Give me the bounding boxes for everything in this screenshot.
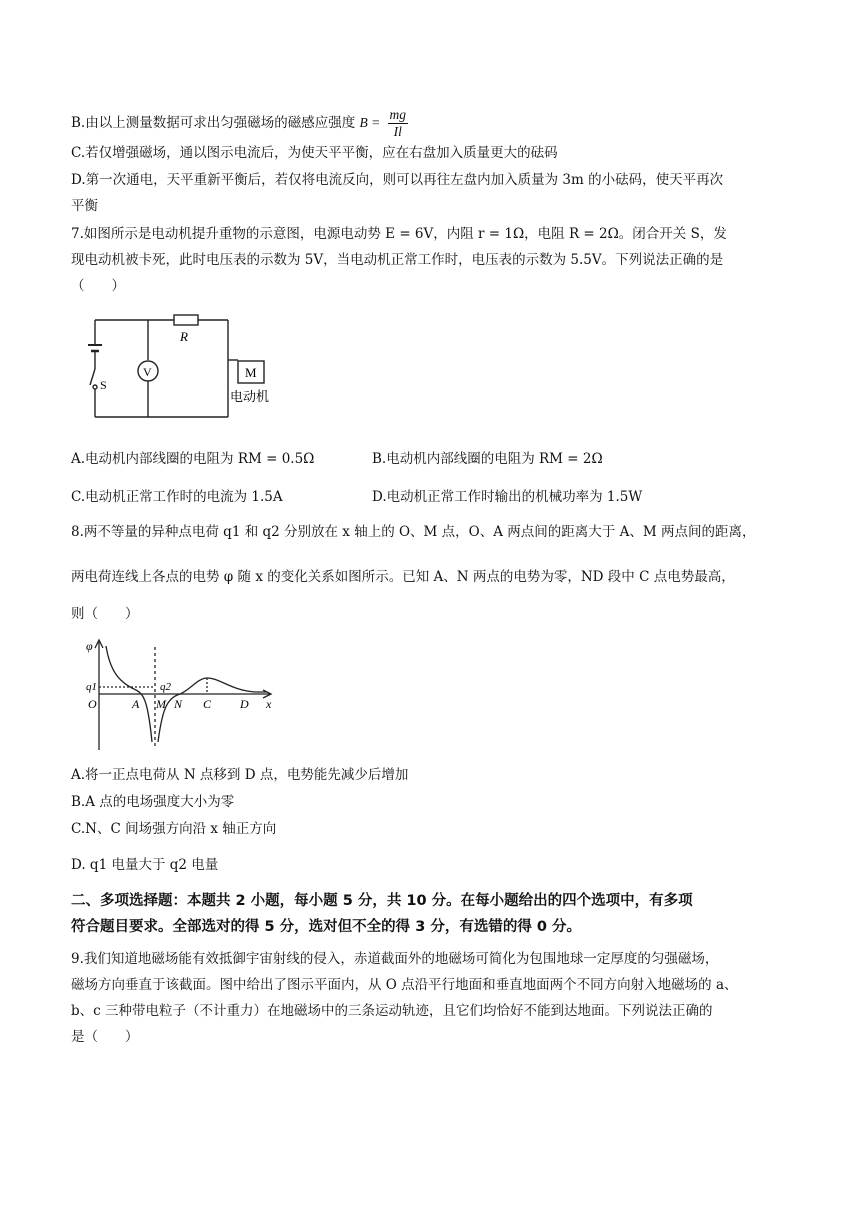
motor-symbol-label: M [245,365,257,380]
fraction-denominator: Il [393,124,402,139]
q6-option-d-line2: 平衡 [71,198,98,214]
q7-option-d: D.电动机正常工作时输出的机械功率为 1.5W [372,489,643,505]
q7-stem-line2: 现电动机被卡死，此时电压表的示数为 5V，当电动机正常工作时，电压表的示数为 5.5V。下列说法正确的是 [71,252,724,268]
graph-q2-label: q2 [160,681,171,693]
q9-line3: b、c 三种带电粒子（不计重力）在地磁场中的三条运动轨迹，且它们均恰好不能到达地面。下列说法正确的 [71,1003,713,1019]
q8-option-c: C.N、C 间场强方向沿 x 轴正方向 [71,821,277,837]
q6-option-d-line1: D.第一次通电，天平重新平衡后，若仅将电流反向，则可以再往左盘内加入质量为 3m 的小砝码，使天平再次 [71,172,724,188]
q8-stem-line3: 则（ ） [71,606,139,622]
graph-o-label: O [88,697,97,711]
graph-a-label: A [132,697,140,711]
potential-graph [80,632,290,754]
fraction-numerator: mg [389,107,407,122]
q7-option-b: B.电动机内部线圈的电阻为 RM = 2Ω [372,451,603,467]
q8-option-a: A.将一正点电荷从 N 点移到 D 点，电势能先减少后增加 [71,767,409,783]
resistor-label: R [180,329,188,344]
q6-option-b-fraction [388,107,409,140]
q9-line2: 磁场方向垂直于该截面。图中给出了图示平面内，从 O 点沿平行地面和垂直地面两个不同方向射入地磁场的 a、 [71,977,738,993]
graph-c-label: C [203,697,212,711]
section2-heading-line2: 符合题目要求。全部选对的得 5 分，选对但不全的得 3 分，有选错的得 0 分。 [71,919,582,935]
graph-m-label: M [156,697,166,711]
q6-option-b-formula-lhs: B = [359,115,381,130]
voltmeter-label: V [143,365,152,379]
q6-option-c: C.若仅增强磁场，通以图示电流后，为使天平平衡，应在右盘加入质量更大的砝码 [71,145,558,161]
q7-option-a: A.电动机内部线圈的电阻为 RM = 0.5Ω [71,451,315,467]
graph-q1-label: q1 [86,681,97,693]
q6-option-b [71,107,408,140]
q8-stem-line1: 8.两不等量的异种点电荷 q1 和 q2 分别放在 x 轴上的 O、M 点，O、A 两点间的距离大于 A、M 两点间的距离， [71,524,756,540]
graph-d-label: D [240,697,249,711]
q7-stem-line3: （ ） [71,278,125,294]
q9-line4: 是（ ） [71,1029,139,1045]
q8-option-b: B.A 点的电场强度大小为零 [71,794,235,810]
q6-option-b-text: B.由以上测量数据可求出匀强磁场的磁感应强度 [71,115,356,131]
switch-label: S [100,378,107,392]
motor-caption: 电动机 [230,389,270,404]
section2-heading-line1: 二、多项选择题：本题共 2 小题，每小题 5 分，共 10 分。在每小题给出的四个选项中，有多项 [71,893,693,909]
graph-x-label: x [266,697,272,711]
q8-stem-line2: 两电荷连线上各点的电势 φ 随 x 的变化关系如图所示。已知 A、N 两点的电势为零，ND 段中 C 点电势最高， [71,569,735,585]
q9-line1: 9.我们知道地磁场能有效抵御宇宙射线的侵入，赤道截面外的地磁场可简化为包围地球一定厚度的匀强磁场， [71,951,719,967]
graph-phi-label: φ [86,639,93,653]
graph-n-label: N [174,697,183,711]
q7-stem-line1: 7.如图所示是电动机提升重物的示意图，电源电动势 E = 6V，内阻 r = 1Ω，电阻 R = 2Ω。闭合开关 S，发 [71,226,727,242]
q7-option-c: C.电动机正常工作时的电流为 1.5A [71,489,283,505]
circuit-diagram [70,305,290,425]
q8-option-d: D. q1 电量大于 q2 电量 [71,857,219,873]
